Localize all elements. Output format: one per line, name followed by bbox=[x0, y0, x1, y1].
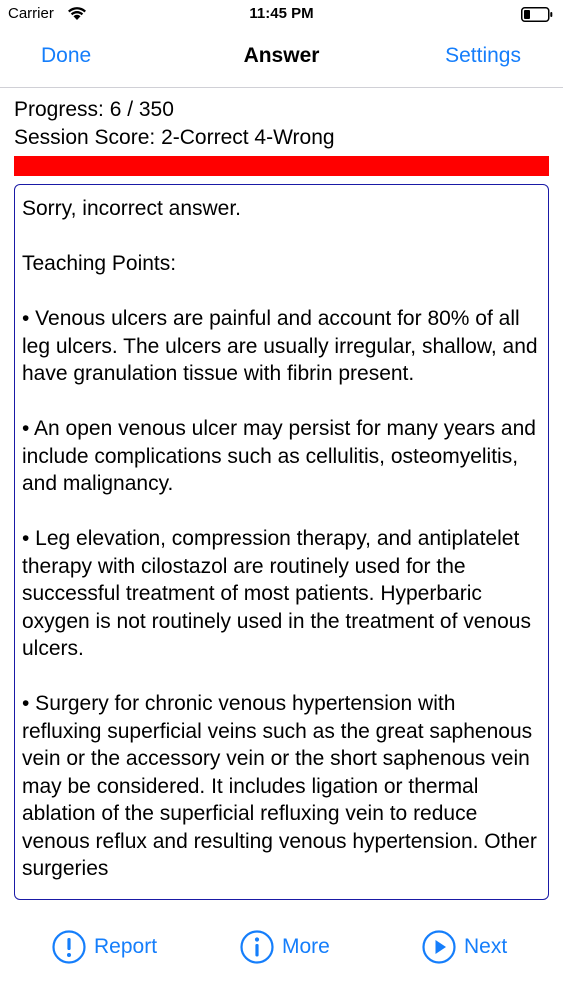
answer-text bbox=[22, 195, 538, 883]
exclamation-circle-icon bbox=[52, 930, 86, 964]
report-button[interactable] bbox=[52, 930, 157, 964]
teaching-point: • An open venous ulcer may persist for many years and include complications such as cellulitis, osteomyelitis, and malignancy. bbox=[22, 417, 536, 495]
done-button[interactable]: Done bbox=[41, 44, 92, 67]
teaching-points-heading: Teaching Points: bbox=[22, 252, 177, 275]
info-circle-icon bbox=[240, 930, 274, 964]
more-button[interactable] bbox=[240, 930, 330, 964]
report-label: Report bbox=[94, 935, 158, 958]
progress-label: Progress: 6 / 350 bbox=[14, 98, 174, 121]
settings-button[interactable]: Settings bbox=[445, 44, 521, 67]
answer-result: Sorry, incorrect answer. bbox=[22, 197, 242, 220]
more-label: More bbox=[282, 935, 330, 958]
page-title: Answer bbox=[243, 44, 320, 67]
status-time: 11:45 PM bbox=[249, 5, 314, 22]
navigation-bar bbox=[0, 30, 563, 88]
answer-text-view[interactable] bbox=[14, 184, 549, 900]
play-circle-icon bbox=[422, 930, 456, 964]
carrier-label: Carrier bbox=[8, 5, 54, 22]
bottom-toolbar bbox=[0, 918, 563, 978]
progress-summary bbox=[14, 96, 335, 152]
session-score-label: Session Score: 2-Correct 4-Wrong bbox=[14, 126, 335, 149]
next-button[interactable] bbox=[422, 930, 507, 964]
progress-bar-fill bbox=[14, 156, 549, 176]
progress-bar bbox=[14, 156, 549, 176]
status-bar bbox=[0, 0, 563, 30]
teaching-point: • Venous ulcers are painful and account for 80% of all leg ulcers. The ulcers are usually irregular, shallow, and have granulation tissue with fibrin present. bbox=[22, 307, 538, 385]
teaching-point: • Leg elevation, compression therapy, and antiplatelet therapy with cilostazol are routinely used for the successful treatment of most patients. Hyperbaric oxygen is not routinely used in the treatment of venous ulcers. bbox=[22, 527, 531, 660]
next-label: Next bbox=[464, 935, 508, 958]
battery-icon bbox=[521, 7, 553, 22]
teaching-point: • Surgery for chronic venous hypertension with refluxing superficial veins such as the great saphenous vein or the accessory vein or the short saphenous vein may be considered. It includes ligation or thermal ablation of the superficial refluxing vein to reduce venous reflux and resulting venous hypertension. Other surgeries bbox=[22, 692, 537, 880]
